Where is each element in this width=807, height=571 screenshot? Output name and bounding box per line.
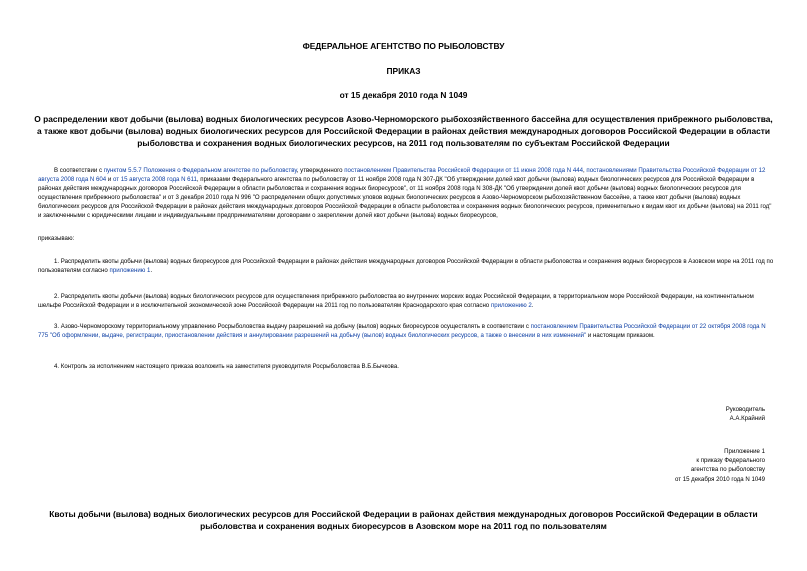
appendix-ref-line-4: от 15 декабря 2010 года N 1049 [674, 475, 765, 483]
item3-text-2: и настоящим приказом. [586, 331, 655, 339]
preamble-text-1: В соответствии с [54, 167, 104, 174]
preamble-paragraph [38, 167, 774, 220]
link-government-decree-775[interactable]: постановлением Правительства Российской Федерации от 22 октября 2008 года N 775 "Об оформлении, выдаче, регистрации, приостановлении действия и аннулировании разрешений на добычу (вылов) водных биологических ресурсов, а также о внесении в них изменений" [38, 323, 766, 339]
order-item-2 [38, 293, 774, 311]
signature-block [726, 405, 765, 423]
link-government-decree-611[interactable]: от 15 августа 2008 года N 611 [112, 175, 197, 183]
item2-text-2: . [531, 301, 534, 309]
link-government-decree-444[interactable]: постановлением Правительства Российской Федерации от 11 июня 2008 года N 444 [344, 167, 583, 174]
link-appendix-1[interactable]: приложению 1 [109, 266, 151, 274]
appendix-title: Квоты добычи (вылова) водных биологических ресурсов для Российской Федерации в районах действия международных договоров Российской Федерации в области рыболовства и сохранения водных биоресурсов в Азовском море на 2011 год по пользователям [49, 509, 758, 531]
order-item-4: 4. Контроль за исполнением настоящего приказа возложить на заместителя руководителя Росрыболовства В.Б.Бычкова. [54, 363, 399, 370]
preamble-text-2: , утвержденного [296, 167, 345, 174]
appendix-header [675, 447, 765, 484]
order-item-3 [38, 323, 774, 341]
appendix-ref-line-3: агентства по рыболовству [690, 466, 765, 474]
item2-text-1: 2. Распределить квоты добычи (вылова) водных биологических ресурсов для осуществления прибрежного рыболовства во внутренних морских водах Российской Федерации, в территориальном море Российской Федерации, на континентальном шельфе Российской Федерации и в исключительной экономической зоне Российской Федерации на 2011 год по пользователям Краснодарского края согласно [38, 293, 754, 309]
preamble-text-5: , приказами Федерального агентства по рыболовству от 11 ноября 2008 года N 307-ДК "Об утверждении долей квот добычи (вылова) водных биологических ресурсов для Российской Федерации в районах действия международных договоров Российской Федерации в области рыболовства и сохранения водных биоресурсов", от 11 ноября 2008 года N 308-ДК "Об утверждении долей квот добычи (вылова) водных биологических ресурсов для осуществления прибрежного рыболовства" и от 3 декабря 2010 года N 996 "О распределении общих допустимых уловов водных биологических ресурсов в Азово-Черноморском рыбохозяйственном бассейне, а также квот добычи (вылова) водных биологических ресурсов для Российской Федерации в районах действия международных договоров Российской Федерации в области рыболовства и сохранения водных биологических ресурсов, применительно к видам квот их добычи (вылова) на 2011 год" и заключенными с юридическими лицами и индивидуальными предпринимателями договорами о закреплении долей квот добычи (вылова) водных биоресурсов, [38, 175, 772, 219]
order-word: приказываю: [38, 235, 75, 242]
document-title: О распределении квот добычи (вылова) водных биологических ресурсов Азово-Черноморского рыбохозяйственного бассейна для осуществления прибрежного рыболовства, а также квот добычи (вылова) водных биологических ресурсов для Российской Федерации в районах действия международных договоров Российской Федерации в области рыболовства и сохранения водных биологических ресурсов, на 2011 год пользователям по субъектам Российской Федерации [34, 114, 773, 148]
appendix-number: Приложение 1 [724, 448, 765, 455]
item1-text-2: . [150, 266, 153, 274]
link-government-decree-604[interactable]: постановлениями Правительства Российской Федерации от 12 августа 2008 года N 604 [38, 167, 766, 183]
signatory-position: Руководитель [725, 406, 765, 413]
link-regulation-point-5-5-7[interactable]: пунктом 5.5.7 Положения о Федеральном агентстве по рыболовству [103, 167, 297, 174]
document-type: ПРИКАЗ [386, 66, 421, 76]
preamble-text-4: и [106, 175, 113, 183]
signatory-name: А.А.Крайний [729, 415, 765, 423]
item1-text-1: 1. Распределить квоты добычи (вылова) водных биоресурсов для Российской Федерации в районах действия международных договоров Российской Федерации в области рыболовства и сохранения водных биоресурсов в Азовском море на 2011 год по пользователям согласно [38, 258, 774, 274]
link-appendix-2[interactable]: приложению 2 [490, 301, 532, 309]
document-date: от 15 декабря 2010 года N 1049 [339, 90, 468, 100]
appendix-ref-line-2: к приказу Федерального [696, 457, 765, 465]
preamble-text-3: , [583, 167, 587, 174]
order-item-1 [38, 258, 774, 276]
agency-name: ФЕДЕРАЛЬНОЕ АГЕНТСТВО ПО РЫБОЛОВСТВУ [302, 41, 505, 51]
item3-text-1: 3. Азово-Черноморскому территориальному управлению Росрыболовства выдачу разрешений на добычу (вылов) водных биоресурсов осуществлять в соответствии с [54, 323, 531, 330]
